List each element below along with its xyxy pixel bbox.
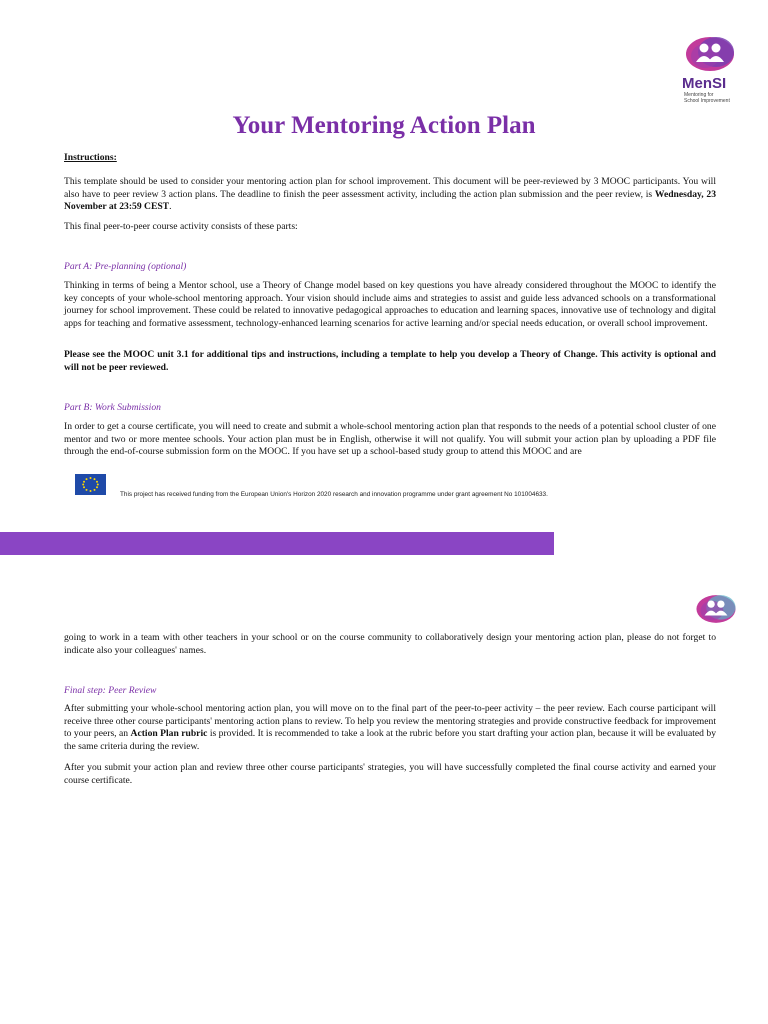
final-step-paragraph	[64, 703, 716, 753]
funding-statement: This project has received funding from the European Union's Horizon 2020 research and innovation programme under grant agreement No 101004633.	[120, 491, 548, 498]
mensi-people-icon	[683, 34, 737, 74]
mensi-logo-small	[694, 592, 738, 628]
intro-paragraph	[64, 176, 716, 214]
eu-flag-icon	[75, 474, 106, 495]
rubric-text: Action Plan rubric	[130, 728, 208, 740]
parts-intro: This final peer-to-peer course activity consists of these parts:	[64, 221, 298, 232]
part-b-text-page1: In order to get a course certificate, you will need to create and submit a whole-school mentoring action plan that responds to the needs of a potential school cluster of one mentor and two or more mentee schools. Your action plan must be in English, otherwise it will not qualify. You will submit your action plan by uploading a PDF file through the end-of-course submission form on the MOOC. If you have set up a school-based study group to attend this MOOC and are	[64, 421, 716, 458]
part-a-text: Thinking in terms of being a Mentor school, use a Theory of Change model based on key questions you have already considered throughout the MOOC to identify the key concepts of your whole-school mentoring approach. Your vision should include aims and strategies to assist and guide less advanced schools on a transformational journey for school improvement. These could be related to innovative pedagogical approaches to education and learning spaces, innovative use of technology and digital apps for teaching and formative assessment, technology-enhanced learning scenarios for active learning and/or special needs education, or overall school improvement.	[64, 280, 716, 329]
logo-wordmark: MenSI	[682, 75, 727, 92]
final-step-text-1: After submitting your whole-school mentoring action plan, you will move on to the final part of the peer-to-peer activity – the peer review. Each course participant will receive three other course participants' mentoring action plans to review. To help you review the mentoring strategies and provide constructive feedback for improvement to your peers, an	[64, 703, 716, 740]
deadline-text: Wednesday, 23 November at 23:59 CEST	[64, 188, 716, 213]
part-a-note: Please see the MOOC unit 3.1 for additional tips and instructions, including a template to help you develop a Theory of Change. This activity is optional and will not be peer reviewed.	[64, 349, 716, 373]
part-a-heading: Part A: Pre-planning (optional)	[64, 261, 187, 272]
logo-tagline-2: School Improvement	[684, 98, 730, 104]
intro-text-2: .	[169, 201, 172, 213]
instructions-heading: Instructions:	[64, 152, 117, 163]
mensi-people-icon	[694, 592, 738, 626]
part-b-heading: Part B: Work Submission	[64, 402, 161, 413]
page-title: Your Mentoring Action Plan	[232, 112, 536, 139]
logo-tagline-1: Mentoring for	[684, 92, 714, 98]
final-step-text-2: is provided. It is recommended to take a look at the rubric before you start drafting your action plan, because it will be evaluated by the same criteria during the review.	[64, 728, 717, 752]
mensi-logo	[680, 34, 740, 106]
closing-paragraph: After you submit your action plan and review three other course participants' strategies, you will have successfully completed the final course activity and earned your course certificate.	[64, 762, 716, 786]
part-b-text-page2: going to work in a team with other teachers in your school or on the course community to collaboratively design your mentoring action plan, please do not forget to indicate also your colleagues' names.	[64, 632, 716, 656]
intro-text-1: This template should be used to consider your mentoring action plan for school improvement. This document will be peer-reviewed by 3 MOOC participants. You will also have to peer review 3 action plans. The deadline to finish the peer assessment activity, including the action plan submission and the peer review, is	[64, 176, 716, 200]
final-step-heading: Final step: Peer Review	[64, 685, 157, 696]
page-break-band	[0, 532, 554, 555]
